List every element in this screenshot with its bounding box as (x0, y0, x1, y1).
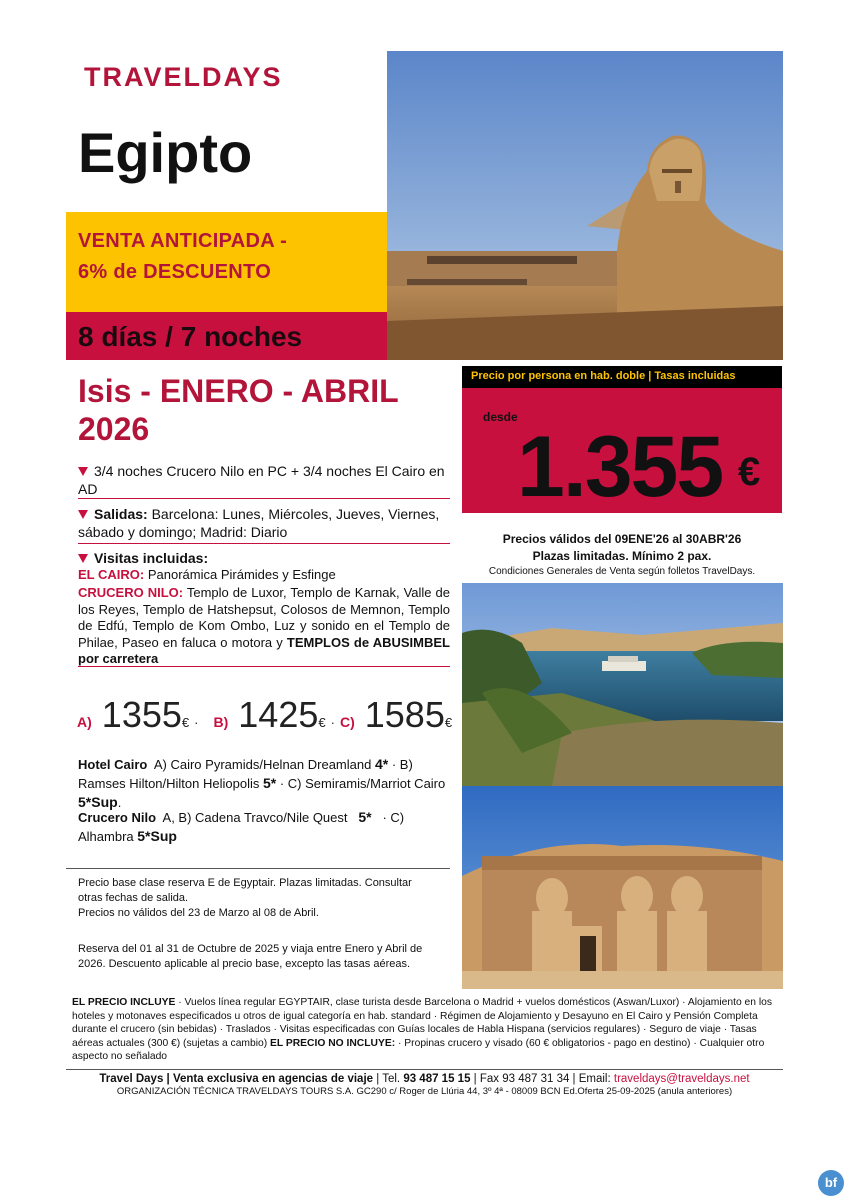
includes-text: · Vuelos línea regular EGYPTAIR, clase turista desde Barcelona o Madrid + vuelos domésticos (Aswan/Luxor) · Alojamiento en los hoteles y motonaves especificados u otros de igual categoría en hab. standard · Régimen de Alojamiento y Desayuno en El Cairo y Pensión Completa durante el crucero (sin bebidas) · Traslados · Visitas especificadas con Guías locales de Habla Hispana (servicios regulares) · Seguro de viaje · Tasas aéreas actuales (300 €) (sujetas a cambio) (72, 997, 773, 1049)
validity-line-1: Precios válidos del 09ENE'26 al 30ABR'26 (502, 532, 742, 546)
price-includes (72, 996, 784, 1064)
salidas-block (78, 505, 450, 541)
traveldays-logo (84, 62, 283, 93)
footer-sales: | Venta exclusiva en agencias de viaje (163, 1073, 374, 1085)
not-includes-label: EL PRECIO NO INCLUYE: (270, 1037, 396, 1049)
sphinx-photo (387, 51, 783, 360)
hotel-nilo-label: Crucero Nilo (78, 810, 157, 825)
footer-divider (66, 1069, 783, 1070)
itinerary-summary (78, 462, 450, 498)
hotels-nilo (78, 808, 450, 846)
promo-line-1: VENTA ANTICIPADA - (78, 230, 288, 252)
logo-text: TRAVELDAYS (84, 62, 283, 92)
validity-line-2: Plazas limitadas. Mínimo 2 pax. (532, 549, 712, 563)
bullet-triangle-icon (78, 554, 88, 563)
separator: · (330, 715, 335, 730)
promo-line-2: 6% de DESCUENTO (78, 261, 272, 283)
footer-tel: 93 487 15 15 (403, 1073, 471, 1085)
promo-banner (66, 212, 387, 312)
hotel-cairo-c: · C) Semiramis/Marriot Cairo (279, 776, 446, 791)
trip-subtitle (78, 372, 428, 448)
price-box-header (462, 366, 782, 388)
divider (78, 543, 450, 544)
option-b-label: B) (213, 714, 229, 730)
note-1: Precio base clase reserva E de Egyptair. Plazas limitadas. Consultar otras fechas de salida. (78, 877, 412, 904)
hotels-cairo: Hotel Cairo A) Cairo Pyramids/Helnan Dreamland 4* · B) Ramses Hilton/Hilton Heliopolis 5* · C) Semiramis/Marriot Cairo 5*Sup. (78, 756, 446, 810)
salidas-label: Salidas: (94, 506, 148, 522)
option-b-price: 1425 (238, 694, 319, 735)
price-euro: € (738, 450, 761, 494)
hotel-cairo-a: A) Cairo Pyramids/Helnan Dreamland (153, 757, 372, 772)
price-box (462, 388, 782, 513)
divider (66, 868, 450, 869)
price-amount: 1.355 (517, 419, 723, 515)
hotel-category: 5* (358, 809, 372, 825)
option-c-price: 1585 (364, 694, 445, 735)
price-options (77, 694, 452, 736)
divider (78, 666, 450, 667)
subtitle-line-1: Isis - ENERO - ABRIL (78, 373, 399, 409)
includes-label: EL PRECIO INCLUYE (72, 997, 176, 1008)
price-box-header-text: Precio por persona en hab. doble | Tasas incluidas (471, 370, 736, 382)
visitas-label: Visitas incluidas: (94, 550, 209, 566)
itinerary-line: 3/4 noches Crucero Nilo en PC + 3/4 noches El Cairo en AD (78, 463, 445, 497)
bullet-triangle-icon (78, 510, 88, 519)
crucero-text: Templo de Luxor, Templo de Karnak, Valle de los Reyes, Templo de Hatshepsut, Colosos de Memnon, Templo de Edfú, Templo de Kom Ombo, Luz y sonido en el Templo de Philae, Paseo en faluca o motora y (78, 585, 450, 650)
duration-banner (66, 312, 387, 360)
option-a-price: 1355 (101, 694, 182, 735)
note-3: Reserva del 01 al 31 de Octubre de 2025 y viaja entre Enero y Abril de 2026. Descuento aplicable al precio base, excepto las tasas aéreas. (78, 943, 423, 970)
footer-agency: Travel Days (99, 1073, 164, 1085)
hotel-category: 4* (374, 756, 389, 772)
crucero-bold: TEMPLOS de ABUSIMBEL por carretera (78, 634, 450, 666)
hotel-category: 5*Sup (137, 828, 177, 844)
salidas-text: Barcelona: Lunes, Miércoles, Jueves, Viernes, sábado y domingo; Madrid: Diario (78, 506, 440, 540)
duration-text: 8 días / 7 noches (78, 321, 303, 352)
option-a-label: A) (77, 714, 92, 730)
currency: € (181, 715, 190, 730)
visitas-block (78, 549, 450, 668)
hotel-cairo-label: Hotel Cairo (78, 757, 148, 772)
hotel-category: 5* (262, 775, 277, 791)
hotel-nilo-ab: A, B) Cadena Travco/Nile Quest (162, 810, 348, 825)
conditions: Condiciones Generales de Venta según folletos TravelDays. (488, 566, 756, 577)
abu-simbel-photo (462, 786, 783, 989)
currency: € (444, 715, 453, 730)
bf-badge-icon[interactable]: bf (818, 1170, 844, 1196)
footer-org: ORGANIZACIÓN TÉCNICA TRAVELDAYS TOURS S.A. GC290 c/ Roger de Llúria 44, 3º 4ª - 08009 BCN Ed.Oferta 25-09-2025 (anula anteriores) (116, 1086, 733, 1097)
hotel-cairo-b: · B) Ramses Hilton/Hilton Heliopolis (78, 757, 413, 791)
nile-river-photo (462, 583, 783, 786)
not-includes-text: · Propinas crucero y visado (60 € obligatorios - pago en destino) · Cualquier otro aspecto no señalado (72, 1037, 765, 1062)
price-desde: desde (483, 410, 518, 424)
divider (78, 498, 450, 499)
note-2: Precios no válidos del 23 de Marzo al 08 de Abril. (78, 907, 319, 919)
footer-tel-label: | Tel. (373, 1073, 404, 1085)
footer-contact (66, 1073, 783, 1085)
footer-email[interactable]: traveldays@traveldays.net (613, 1073, 750, 1085)
hotel-nilo-c: · C) Alhambra (78, 810, 405, 844)
subtitle-line-2: 2026 (78, 411, 150, 447)
crucero-label: CRUCERO NILO: (78, 585, 184, 600)
cairo-text: Panorámica Pirámides y Esfinge (147, 567, 336, 582)
cairo-label: EL CAIRO: (78, 567, 145, 582)
page-title: Egipto (78, 121, 253, 184)
separator: · (194, 715, 199, 730)
option-c-label: C) (339, 714, 355, 730)
currency: € (318, 715, 326, 730)
footer-fax: | Fax 93 487 31 34 | Email: (470, 1073, 614, 1085)
bullet-triangle-icon (78, 467, 88, 476)
hotel-category: 5*Sup (78, 794, 118, 810)
